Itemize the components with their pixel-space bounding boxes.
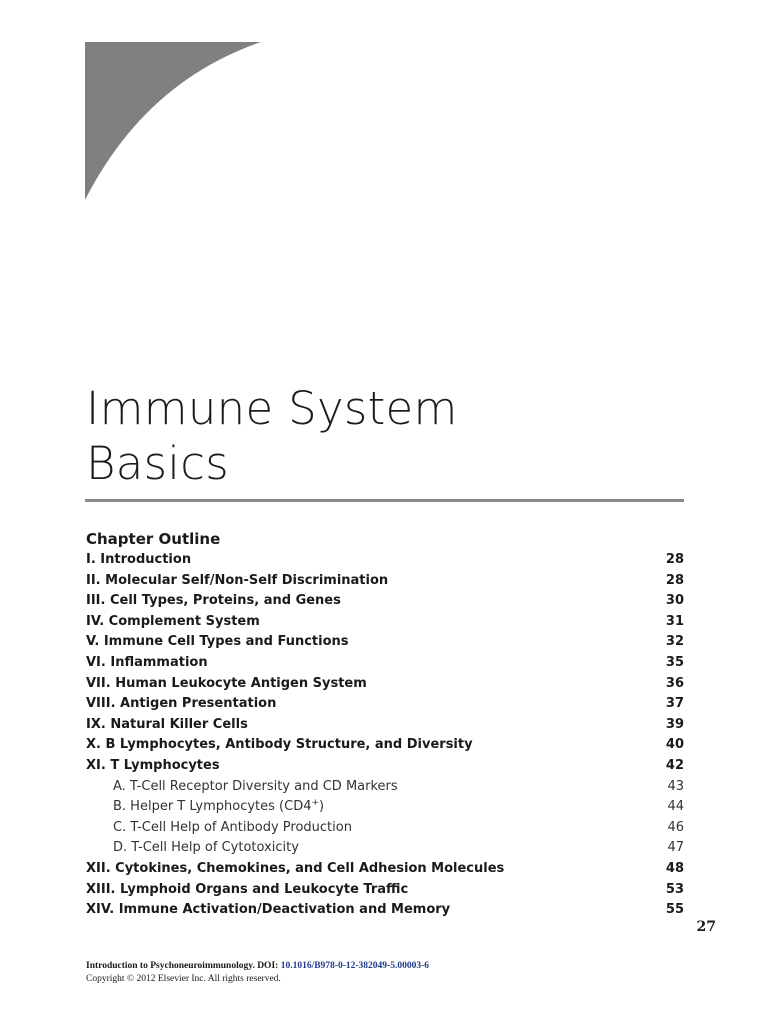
- outline-entry[interactable]: [86, 777, 684, 798]
- outline-entry-label: [86, 799, 324, 814]
- outline-entry[interactable]: [86, 632, 684, 653]
- corner-decoration: [85, 42, 261, 200]
- outline-entry-page: 32: [665, 634, 684, 650]
- outline-entry[interactable]: [86, 653, 684, 674]
- outline-entry-page: 53: [665, 881, 684, 897]
- outline-entry[interactable]: [86, 571, 684, 592]
- chapter-title-line-1: Immune System: [86, 382, 458, 435]
- outline-entry-page: 47: [667, 840, 684, 856]
- outline-entry-label: [86, 737, 473, 752]
- chapter-title: [86, 381, 458, 491]
- footer-source: Introduction to Psychoneuroimmunology. DOI:: [86, 961, 279, 971]
- outline-entry-text: XIV. Immune Activation/Deactivation and Memory: [86, 902, 451, 918]
- outline-entry[interactable]: [86, 612, 684, 633]
- outline-entry-text: I. Introduction: [86, 552, 192, 567]
- outline-entry-text-tail: ): [319, 799, 325, 815]
- title-divider: [85, 499, 684, 502]
- outline-entry-text: X. B Lymphocytes, Antibody Structure, and Diversity: [86, 737, 473, 753]
- outline-entry-page: 28: [665, 552, 684, 567]
- outline-entry-page: 46: [667, 819, 684, 835]
- outline-entry-text: VI. Inflammation: [86, 654, 208, 670]
- outline-entry-label: [86, 902, 450, 917]
- outline-entry-text: V. Immune Cell Types and Functions: [86, 634, 349, 650]
- outline-entry-text: VIII. Antigen Presentation: [86, 696, 277, 712]
- chapter-outline-heading: Chapter Outline: [86, 530, 221, 548]
- outline-entry-text: XI. T Lymphocytes: [86, 757, 220, 773]
- outline-entry-label: [86, 655, 208, 670]
- outline-entry-text: A. T-Cell Receptor Diversity and CD Markers: [113, 778, 398, 794]
- outline-entry-text: II. Molecular Self/Non-Self Discrimination: [86, 572, 389, 588]
- outline-entry-page: 42: [665, 757, 684, 773]
- outline-entry-label: [86, 779, 398, 794]
- page-footer: [86, 960, 429, 986]
- outline-entry-page: 40: [665, 737, 684, 753]
- outline-entry-text: IX. Natural Killer Cells: [86, 716, 248, 732]
- outline-entry[interactable]: [86, 900, 684, 921]
- outline-entry[interactable]: [86, 838, 684, 859]
- outline-entry-text: IV. Complement System: [86, 613, 260, 629]
- outline-entry-page: 31: [665, 613, 684, 629]
- outline-entry-page: 43: [667, 778, 684, 794]
- outline-entry-text: C. T-Cell Help of Antibody Production: [113, 819, 352, 835]
- chapter-outline-list: [86, 550, 684, 921]
- outline-entry[interactable]: [86, 735, 684, 756]
- outline-entry-page: 44: [667, 799, 684, 815]
- outline-entry[interactable]: [86, 818, 684, 839]
- chapter-title-line-2: Basics: [86, 437, 229, 490]
- outline-entry[interactable]: [86, 674, 684, 695]
- outline-entry-label: [86, 676, 367, 691]
- outline-entry[interactable]: [86, 756, 684, 777]
- outline-entry[interactable]: [86, 715, 684, 736]
- outline-entry-label: [86, 758, 220, 773]
- outline-entry-label: [86, 593, 341, 608]
- page-number: 27: [696, 919, 716, 935]
- outline-entry-label: [86, 614, 260, 629]
- outline-entry-page: 28: [665, 572, 684, 588]
- outline-entry-page: 36: [665, 675, 684, 691]
- footer-source-line: [86, 960, 429, 973]
- outline-entry-label: [86, 861, 504, 876]
- outline-entry-text: D. T-Cell Help of Cytotoxicity: [113, 840, 299, 856]
- outline-entry-label: [86, 840, 299, 855]
- outline-entry-page: 30: [665, 593, 684, 609]
- outline-entry-text: B. Helper T Lymphocytes (CD4: [113, 799, 312, 815]
- outline-entry-label: [86, 573, 388, 588]
- outline-entry-text: XIII. Lymphoid Organs and Leukocyte Traffic: [86, 881, 409, 897]
- outline-entry[interactable]: [86, 797, 684, 818]
- outline-entry-label: [86, 717, 248, 732]
- outline-entry-superscript: +: [311, 798, 320, 809]
- doi-link[interactable]: 10.1016/B978-0-12-382049-5.00003-6: [280, 961, 429, 971]
- outline-entry-label: [86, 882, 408, 897]
- outline-entry-label: [86, 552, 191, 567]
- outline-entry[interactable]: [86, 694, 684, 715]
- outline-entry[interactable]: [86, 880, 684, 901]
- outline-entry[interactable]: [86, 591, 684, 612]
- outline-entry-label: [86, 820, 352, 835]
- outline-entry-text: III. Cell Types, Proteins, and Genes: [86, 593, 341, 609]
- outline-entry-text: XII. Cytokines, Chemokines, and Cell Adhesion Molecules: [86, 860, 505, 876]
- outline-entry-page: 48: [665, 860, 684, 876]
- outline-entry-page: 35: [665, 654, 684, 670]
- outline-entry[interactable]: [86, 859, 684, 880]
- outline-entry-label: [86, 696, 276, 711]
- outline-entry[interactable]: [86, 550, 684, 571]
- quarter-circle-shape: [85, 42, 261, 200]
- outline-entry-page: 55: [665, 902, 684, 918]
- footer-copyright: Copyright © 2012 Elsevier Inc. All rights reserved.: [86, 974, 281, 984]
- outline-entry-page: 39: [665, 716, 684, 732]
- outline-entry-page: 37: [665, 696, 684, 712]
- outline-entry-label: [86, 634, 349, 649]
- outline-entry-text: VII. Human Leukocyte Antigen System: [86, 675, 367, 691]
